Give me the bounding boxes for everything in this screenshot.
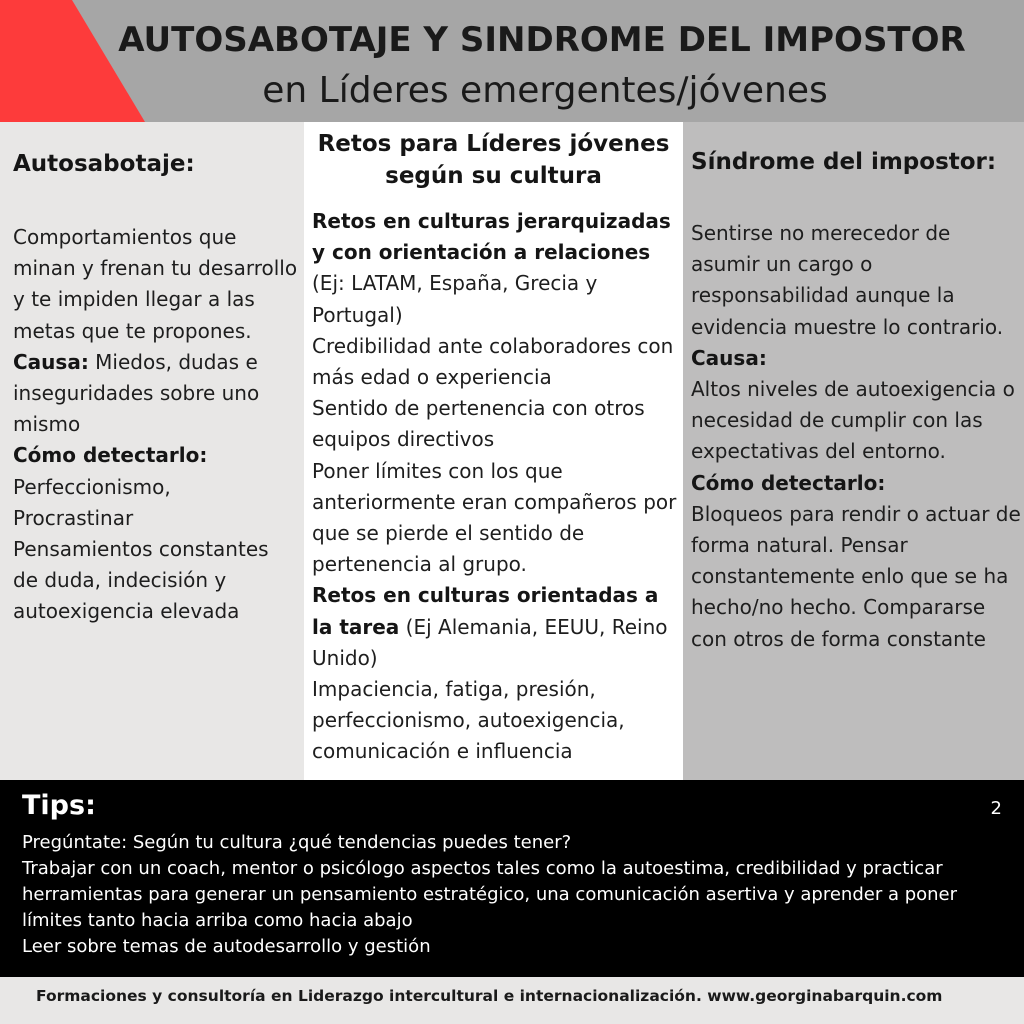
reto-item: Poner límites con los que anteriormente eran compañeros por que se pierde el sentido de pertenencia al grupo.	[312, 458, 677, 577]
autosabotaje-definition: Comportamientos que minan y frenan tu desarrollo y te impiden llegar a las metas que te propones.	[13, 225, 298, 343]
autosabotaje-column	[0, 122, 304, 780]
impostor-cause-label	[691, 343, 1021, 374]
impostor-detect-label	[691, 468, 1021, 499]
cause-text: Miedos, dudas e inseguridades sobre uno mismo	[13, 349, 260, 437]
section2-heading: Retos en culturas orientadas a la tarea	[312, 583, 659, 639]
footer	[0, 977, 1024, 1024]
impostor-cause-text: Altos niveles de autoexigencia o necesidad de cumplir con las expectativas del entorno.	[691, 377, 1015, 464]
reto-item: Credibilidad ante colaboradores con más edad o experiencia	[312, 333, 674, 390]
tip-item: Pregúntate: Según tu cultura ¿qué tendencias puedes tener?	[22, 832, 572, 853]
tips-list	[22, 830, 1007, 960]
retos-title: Retos para Líderes jóvenes según su cultura	[317, 131, 670, 189]
tips-section	[0, 780, 1024, 977]
header-banner	[0, 0, 1024, 122]
page-title: AUTOSABOTAJE Y SINDROME DEL IMPOSTOR	[118, 20, 966, 60]
detect-item: Perfeccionismo,	[13, 474, 171, 499]
impostor-column	[683, 122, 1024, 780]
retos-body	[312, 206, 678, 768]
autosabotaje-body	[13, 222, 298, 628]
tip-item: Leer sobre temas de autodesarrollo y gestión	[22, 936, 431, 957]
impostor-detect-text: Bloqueos para rendir o actuar de forma natural. Pensar constantemente enlo que se ha hecho/no hecho. Compararse con otros de forma constante	[691, 501, 1021, 651]
section1-examples: (Ej: LATAM, España, Grecia y Portugal)	[312, 271, 598, 327]
cause-label: Causa:	[691, 345, 767, 370]
section1-heading: Retos en culturas jerarquizadas y con orientación a relaciones	[312, 209, 671, 265]
retos-section2-heading	[312, 580, 678, 674]
autosabotaje-cause	[13, 347, 298, 441]
page-number: 2	[990, 798, 1002, 819]
page-subtitle: en Líderes emergentes/jóvenes	[262, 70, 828, 111]
tip-item: Trabajar con un coach, mentor o psicólogo aspectos tales como la autoestima, credibilidad y practicar herramientas para generar un pensamiento estratégico, una comunicación asertiva y aprender a poner límites tanto hacia arriba como hacia abajo	[22, 858, 958, 931]
retos-column	[304, 122, 683, 780]
detect-label: Cómo detectarlo:	[13, 443, 208, 468]
detect-label: Cómo detectarlo:	[691, 470, 886, 495]
tips-title: Tips:	[22, 790, 96, 821]
impostor-title: Síndrome del impostor:	[691, 149, 997, 175]
impostor-definition: Sentirse no merecedor de asumir un cargo o responsabilidad aunque la evidencia muestre lo contrario.	[691, 221, 1004, 339]
footer-text: Formaciones y consultoría en Liderazgo intercultural e internacionalización. www.georginabarquin.com	[36, 987, 943, 1005]
section2-examples: (Ej Alemania, EEUU, Reino Unido)	[312, 614, 668, 670]
autosabotaje-title: Autosabotaje:	[13, 151, 195, 177]
detect-item: Pensamientos constantes de duda, indecisión y autoexigencia elevada	[13, 537, 269, 624]
reto-item: Impaciencia, fatiga, presión, perfeccionismo, autoexigencia, comunicación e influencia	[312, 677, 625, 764]
detect-item: Procrastinar	[13, 505, 134, 530]
impostor-body	[691, 218, 1021, 655]
autosabotaje-detect-label	[13, 440, 298, 471]
reto-item: Sentido de pertenencia con otros equipos directivos	[312, 396, 645, 452]
cause-label: Causa:	[13, 349, 89, 374]
retos-section1-heading	[312, 206, 678, 331]
